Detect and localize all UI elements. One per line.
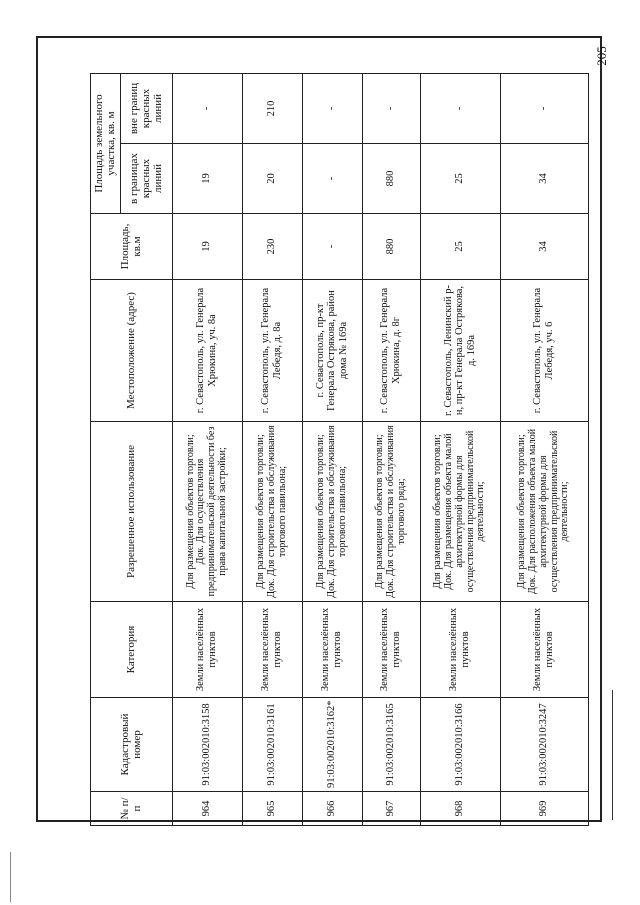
cell-within: 25	[420, 144, 500, 214]
cell-cadastral: 91:03:002010:3166	[420, 698, 500, 792]
cell-num: 964	[172, 792, 242, 826]
land-parcel-table	[90, 73, 589, 826]
table-row	[362, 73, 420, 825]
header-use: Разрешенное использование	[91, 422, 173, 602]
cell-outside: -	[420, 73, 500, 143]
header-location: Местоположение (адрес)	[91, 280, 173, 422]
cell-within: 880	[362, 144, 420, 214]
table-row	[500, 73, 588, 825]
header-area: Площадь, кв.м	[91, 214, 173, 280]
table-row	[302, 73, 362, 825]
cell-use: Для размещения объектов торговли; Док. Для размещения объекта малой архитектурной формы для осуществления предпринимательской деятельности;	[420, 422, 500, 602]
cell-outside: -	[302, 73, 362, 143]
cell-location: г. Севастополь, ул. Генерала Лебедя, уч. 6	[500, 280, 588, 422]
cell-location: г. Севастополь, ул. Генерала Хрюкина, д. 8г	[362, 280, 420, 422]
table-row	[172, 73, 242, 825]
cell-outside: -	[500, 73, 588, 143]
scan-edge-mark	[10, 852, 11, 902]
cell-category: Земли населённых пунктов	[302, 602, 362, 698]
page-number: 205	[594, 46, 609, 66]
cell-location: г. Севастополь, пр-кт Генерала Острякова, район дома № 169а	[302, 280, 362, 422]
cell-location: г. Севастополь, ул. Генерала Хрюкина, уч. 8а	[172, 280, 242, 422]
cell-category: Земли населённых пунктов	[500, 602, 588, 698]
cell-area: 880	[362, 214, 420, 280]
cell-num: 965	[242, 792, 302, 826]
cell-outside: 210	[242, 73, 302, 143]
cell-area: 230	[242, 214, 302, 280]
cell-cadastral: 91:03:002010:3158	[172, 698, 242, 792]
cell-num: 969	[500, 792, 588, 826]
cell-within: -	[302, 144, 362, 214]
cell-use: Для размещения объектов торговли; Док. Для осуществления предпринимательской деятельности без права капитальной застройки;	[172, 422, 242, 602]
cell-use: Для размещения объектов торговли; Док. Для строительства и обслуживания торгового ряда;	[362, 422, 420, 602]
cell-within: 20	[242, 144, 302, 214]
cell-num: 966	[302, 792, 362, 826]
cell-use: Для размещения объектов торговли; Док. Для строительства и обслуживания торгового павильона;	[302, 422, 362, 602]
cell-category: Земли населённых пунктов	[242, 602, 302, 698]
cell-outside: -	[362, 73, 420, 143]
cell-use: Для размещения объектов торговли; Док. Для расположения объекта малой архитектурной формы для осуществления предпринимательской деятельности;	[500, 422, 588, 602]
header-category: Категория	[91, 602, 173, 698]
cell-area: 25	[420, 214, 500, 280]
cell-cadastral: 91:03:002010:3162*	[302, 698, 362, 792]
land-table-rotated	[90, 74, 586, 826]
cell-cadastral: 91:03:002010:3161	[242, 698, 302, 792]
cell-cadastral: 91:03:002010:3247	[500, 698, 588, 792]
cell-cadastral: 91:03:002010:3165	[362, 698, 420, 792]
header-row-1	[91, 73, 121, 825]
header-land-area-group: Площадь земельного участка, кв. м	[91, 73, 121, 213]
cell-area: -	[302, 214, 362, 280]
cell-outside: -	[172, 73, 242, 143]
table-row	[420, 73, 500, 825]
cell-location: г. Севастополь, Ленинский р-н, пр-кт Генерала Острякова, д. 169а	[420, 280, 500, 422]
cell-num: 967	[362, 792, 420, 826]
cell-within: 34	[500, 144, 588, 214]
header-cadastral: Кадастровый номер	[91, 698, 173, 792]
cell-use: Для размещения объектов торговли; Док. Для строительства и обслуживания торгового павильона;	[242, 422, 302, 602]
header-within: в границах красных линий	[120, 144, 172, 214]
cell-category: Земли населённых пунктов	[362, 602, 420, 698]
cell-area: 34	[500, 214, 588, 280]
cell-location: г. Севастополь, ул. Генерала Лебедя, д. 8а	[242, 280, 302, 422]
cell-num: 968	[420, 792, 500, 826]
table-row	[242, 73, 302, 825]
cell-within: 19	[172, 144, 242, 214]
footer-rule	[612, 690, 613, 820]
cell-category: Земли населённых пунктов	[420, 602, 500, 698]
header-outside: вне границ красных линий	[120, 73, 172, 143]
header-num: № п/п	[91, 792, 173, 826]
cell-category: Земли населённых пунктов	[172, 602, 242, 698]
cell-area: 19	[172, 214, 242, 280]
